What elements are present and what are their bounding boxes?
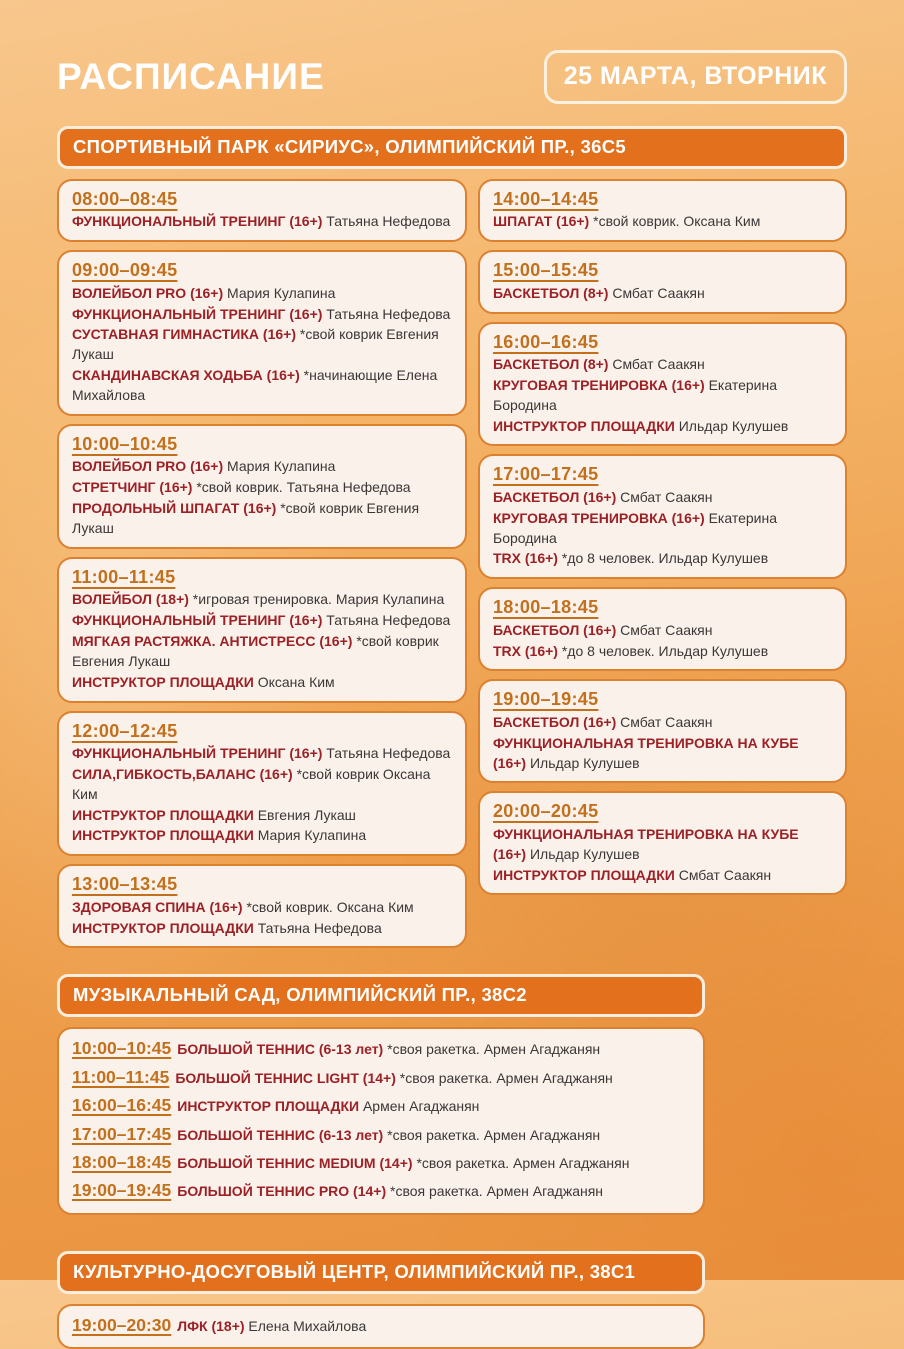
entry-detail: *свой коврик Евгения Лукаш — [72, 500, 420, 536]
schedule-column-right — [478, 179, 847, 895]
poster-header — [57, 50, 847, 104]
entry-detail: *своя ракетка. Армен Агаджанян — [383, 1126, 601, 1143]
card-entry — [72, 826, 452, 846]
entry-detail: *свой коврик Оксана Ким — [72, 765, 431, 802]
card-entry — [72, 478, 452, 498]
card-time: 12:00–12:45 — [72, 720, 178, 741]
schedule-card — [478, 179, 847, 242]
card-time: 13:00–13:45 — [72, 874, 178, 895]
entry-detail: Ильдар Кулушев — [526, 754, 640, 771]
card-entry — [72, 212, 452, 232]
card-time: 14:00–14:45 — [493, 189, 599, 209]
card-entry — [72, 632, 452, 672]
entry-activity: СУСТАВНАЯ ГИМНАСТИКА (16+) — [72, 326, 296, 343]
entry-activity: ФУНКЦИОНАЛЬНЫЙ ТРЕНИНГ (16+) — [72, 213, 323, 230]
schedule-card — [57, 557, 467, 703]
section-cultural-center — [57, 1251, 847, 1349]
schedule-card — [57, 864, 467, 948]
card-entry — [72, 305, 452, 325]
schedule-card — [57, 250, 467, 416]
entry-activity: СТРЕТЧИНГ (16+) — [72, 479, 193, 496]
entry-activity: ФУНКЦИОНАЛЬНАЯ ТРЕНИРОВКА НА КУБЕ (16+) — [493, 825, 799, 862]
entry-activity: ШПАГАТ (16+) — [493, 213, 590, 230]
entry-activity: TRX (16+) — [493, 550, 558, 567]
entry-activity: ЛФК (18+) — [177, 1317, 245, 1334]
entry-detail: Татьяна Нефедова — [322, 744, 451, 761]
entry-detail: *своя ракетка. Армен Агаджанян — [383, 1041, 601, 1058]
entry-detail: *свой коврик. Оксана Ким — [589, 213, 761, 230]
entry-activity: БОЛЬШОЙ ТЕННИС PRO (14+) — [177, 1183, 387, 1200]
entry-detail: *своя ракетка. Армен Агаджанян — [395, 1069, 613, 1086]
page-title: РАСПИСАНИЕ — [57, 56, 325, 97]
entry-activity: СИЛА,ГИБКОСТЬ,БАЛАНС (16+) — [72, 765, 293, 782]
row-time: 18:00–18:45 — [72, 1151, 172, 1172]
schedule-card — [57, 179, 467, 242]
entry-activity: ВОЛЕЙБОЛ PRO (16+) — [72, 458, 224, 475]
entry-detail: Смбат Саакян — [608, 284, 705, 301]
card-entry — [72, 765, 452, 805]
entry-detail: *своя ракетка. Армен Агаджанян — [386, 1183, 604, 1200]
row-time: 11:00–11:45 — [72, 1066, 170, 1087]
card-entry — [72, 673, 452, 693]
card-entry — [493, 355, 832, 375]
entry-activity: ИНСТРУКТОР ПЛОЩАДКИ — [493, 417, 675, 434]
entry-activity: ИНСТРУКТОР ПЛОЩАДКИ — [493, 866, 675, 883]
entry-detail: *свой коврик Евгения Лукаш — [72, 632, 439, 669]
entry-detail: Мария Кулапина — [253, 827, 367, 844]
schedule-grid — [57, 179, 847, 948]
entry-activity: БАСКЕТБОЛ (16+) — [493, 713, 617, 730]
entry-detail: Елена Михайлова — [244, 1317, 367, 1334]
section-music-garden — [57, 974, 847, 1214]
entry-activity: ФУНКЦИОНАЛЬНЫЙ ТРЕНИНГ (16+) — [72, 305, 323, 322]
row-time: 19:00–19:45 — [72, 1180, 172, 1201]
card-entry — [493, 866, 832, 886]
card-entry — [72, 806, 452, 826]
entry-activity: МЯГКАЯ РАСТЯЖКА. АНТИСТРЕСС (16+) — [72, 632, 353, 649]
entry-activity: ИНСТРУКТОР ПЛОЩАДКИ — [72, 673, 254, 690]
entry-detail: *свой коврик. Татьяна Нефедова — [192, 479, 411, 496]
entry-activity: TRX (16+) — [493, 642, 558, 659]
schedule-row — [72, 1311, 690, 1339]
entry-detail: *своя ракетка. Армен Агаджанян — [412, 1154, 630, 1171]
card-entry — [493, 488, 832, 508]
schedule-card — [57, 1027, 705, 1214]
schedule-row — [72, 1120, 690, 1148]
entry-activity: БАСКЕТБОЛ (8+) — [493, 355, 609, 372]
schedule-row — [72, 1091, 690, 1119]
schedule-column-left — [57, 179, 467, 948]
entry-detail: Армен Агаджанян — [359, 1098, 480, 1115]
entry-detail: *свой коврик Евгения Лукаш — [72, 326, 439, 363]
card-time: 11:00–11:45 — [72, 566, 176, 587]
entry-activity: СКАНДИНАВСКАЯ ХОДЬБА (16+) — [72, 367, 300, 384]
entry-detail: Татьяна Нефедова — [322, 213, 451, 230]
date-badge: 25 МАРТА, ВТОРНИК — [544, 50, 847, 104]
entry-activity: ИНСТРУКТОР ПЛОЩАДКИ — [72, 806, 254, 823]
card-time: 08:00–08:45 — [72, 189, 178, 209]
schedule-row — [72, 1063, 690, 1091]
card-entry — [493, 621, 832, 641]
card-entry — [72, 590, 452, 610]
entry-activity: ЗДОРОВАЯ СПИНА (16+) — [72, 898, 243, 915]
card-time: 20:00–20:45 — [493, 801, 599, 822]
entry-activity: ИНСТРУКТОР ПЛОЩАДКИ — [177, 1098, 360, 1115]
entry-activity: ВОЛЕЙБОЛ PRO (16+) — [72, 284, 224, 301]
row-time: 19:00–20:30 — [72, 1314, 172, 1335]
card-entry — [493, 212, 832, 232]
card-time: 16:00–16:45 — [493, 331, 599, 352]
entry-activity: ПРОДОЛЬНЫЙ ШПАГАТ (16+) — [72, 500, 277, 517]
card-entry — [493, 549, 832, 569]
entry-activity: КРУГОВАЯ ТРЕНИРОВКА (16+) — [493, 376, 705, 393]
entry-activity: ФУНКЦИОНАЛЬНЫЙ ТРЕНИНГ (16+) — [72, 612, 323, 629]
entry-activity: БОЛЬШОЙ ТЕННИС MEDIUM (14+) — [177, 1154, 413, 1171]
entry-detail: Смбат Саакян — [608, 355, 705, 372]
entry-detail: Смбат Саакян — [616, 488, 713, 505]
card-entry — [72, 499, 452, 539]
card-entry — [72, 919, 452, 939]
entry-activity: БАСКЕТБОЛ (16+) — [493, 488, 617, 505]
entry-detail: Мария Кулапина — [223, 458, 336, 475]
row-time: 17:00–17:45 — [72, 1123, 172, 1144]
schedule-card — [57, 711, 467, 857]
card-time: 19:00–19:45 — [493, 689, 599, 710]
schedule-row — [72, 1176, 690, 1204]
entry-detail: Татьяна Нефедова — [253, 919, 382, 936]
schedule-card — [478, 322, 847, 447]
row-time: 10:00–10:45 — [72, 1038, 172, 1059]
card-entry — [72, 366, 452, 406]
card-entry — [493, 284, 832, 304]
entry-detail: *до 8 человек. Ильдар Кулушев — [557, 642, 769, 659]
entry-detail: Татьяна Нефедова — [322, 305, 451, 322]
card-entry — [72, 325, 452, 365]
entry-activity: БОЛЬШОЙ ТЕННИС (6-13 лет) — [177, 1041, 384, 1058]
row-time: 16:00–16:45 — [72, 1095, 172, 1116]
entry-detail: Смбат Саакян — [616, 713, 713, 730]
entry-detail: Ильдар Кулушев — [526, 845, 640, 862]
card-entry — [493, 825, 832, 865]
entry-activity: ИНСТРУКТОР ПЛОЩАДКИ — [72, 919, 254, 936]
entry-activity: БАСКЕТБОЛ (8+) — [493, 284, 609, 301]
entry-detail: Смбат Саакян — [674, 866, 772, 883]
entry-activity: БОЛЬШОЙ ТЕННИС (6-13 лет) — [177, 1126, 384, 1143]
entry-activity: ФУНКЦИОНАЛЬНЫЙ ТРЕНИНГ (16+) — [72, 744, 323, 761]
entry-detail: *начинающие Елена Михайлова — [72, 367, 438, 404]
entry-detail: Евгения Лукаш — [253, 806, 356, 823]
entry-activity: КРУГОВАЯ ТРЕНИРОВКА (16+) — [493, 509, 705, 526]
schedule-card — [478, 791, 847, 895]
card-entry — [493, 642, 832, 662]
section-header-sports-park: СПОРТИВНЫЙ ПАРК «СИРИУС», ОЛИМПИЙСКИЙ ПР., 36С5 — [57, 126, 847, 169]
section-header-cultural-center: КУЛЬТУРНО-ДОСУГОВЫЙ ЦЕНТР, ОЛИМПИЙСКИЙ ПР., 38С1 — [57, 1251, 705, 1294]
entry-detail: Ильдар Кулушев — [674, 417, 789, 434]
card-entry — [72, 744, 452, 764]
entry-detail: Мария Кулапина — [223, 284, 336, 301]
entry-activity: БАСКЕТБОЛ (16+) — [493, 621, 617, 638]
entry-detail: Екатерина Бородина — [493, 509, 778, 546]
card-entry — [72, 284, 452, 304]
entry-detail: *свой коврик. Оксана Ким — [242, 898, 414, 915]
card-time: 15:00–15:45 — [493, 260, 599, 281]
schedule-card — [478, 679, 847, 783]
card-time: 10:00–10:45 — [72, 433, 178, 454]
schedule-card — [478, 250, 847, 313]
entry-detail: *игровая тренировка. Мария Кулапина — [188, 591, 445, 608]
card-entry — [493, 376, 832, 416]
schedule-card — [57, 1304, 705, 1349]
card-time: 18:00–18:45 — [493, 597, 599, 618]
card-entry — [493, 734, 832, 774]
entry-activity: ФУНКЦИОНАЛЬНАЯ ТРЕНИРОВКА НА КУБЕ (16+) — [493, 734, 799, 771]
entry-activity: БОЛЬШОЙ ТЕННИС LIGHT (14+) — [175, 1069, 396, 1086]
entry-detail: Смбат Саакян — [616, 621, 713, 638]
section-header-music-garden: МУЗЫКАЛЬНЫЙ САД, ОЛИМПИЙСКИЙ ПР., 38С2 — [57, 974, 705, 1017]
card-entry — [493, 417, 832, 437]
card-time: 09:00–09:45 — [72, 260, 178, 281]
entry-activity: ВОЛЕЙБОЛ (18+) — [72, 591, 189, 608]
card-time: 17:00–17:45 — [493, 464, 599, 485]
section-sports-park — [57, 126, 847, 948]
entry-detail: Татьяна Нефедова — [322, 612, 451, 629]
card-entry — [72, 457, 452, 477]
card-entry — [72, 611, 452, 631]
entry-detail: Оксана Ким — [253, 673, 335, 690]
entry-detail: *до 8 человек. Ильдар Кулушев — [557, 550, 769, 567]
schedule-row — [72, 1148, 690, 1176]
schedule-card — [478, 454, 847, 579]
entry-detail: Екатерина Бородина — [493, 376, 778, 413]
card-entry — [493, 509, 832, 549]
card-entry — [493, 713, 832, 733]
entry-activity: ИНСТРУКТОР ПЛОЩАДКИ — [72, 827, 254, 844]
schedule-row — [72, 1034, 690, 1062]
card-entry — [72, 898, 452, 918]
schedule-card — [478, 587, 847, 671]
schedule-card — [57, 424, 467, 549]
sections-container — [57, 126, 847, 1349]
